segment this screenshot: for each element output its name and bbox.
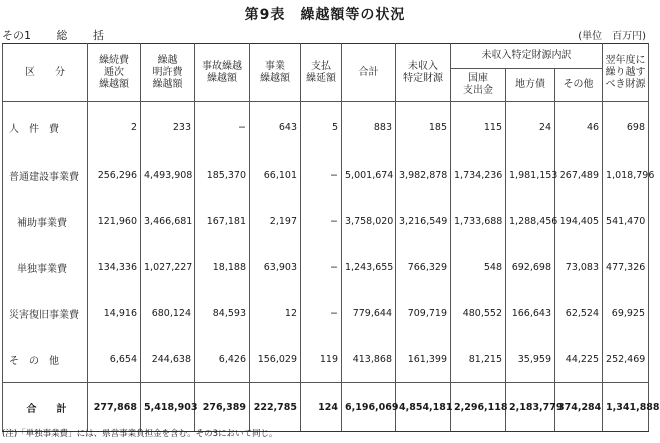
row-label: 災害復旧事業費 bbox=[3, 290, 88, 336]
cell-value: 2,183,779 bbox=[506, 383, 555, 432]
cell-value: − bbox=[195, 102, 250, 153]
cell-value: 3,982,878 bbox=[396, 152, 451, 198]
cell-value: 185,370 bbox=[195, 152, 250, 198]
cell-value: 2 bbox=[88, 102, 141, 153]
cell-value: 81,215 bbox=[451, 336, 506, 383]
cell-value: − bbox=[301, 198, 342, 244]
cell-value: 1,734,236 bbox=[451, 152, 506, 198]
subtitle-part: 総 bbox=[56, 29, 68, 42]
cell-value: 124 bbox=[301, 383, 342, 432]
cell-value: 4,854,181 bbox=[396, 383, 451, 432]
cell-value: 222,785 bbox=[250, 383, 301, 432]
header-sonota: その他 bbox=[555, 69, 603, 102]
table-title: 第9表 繰越額等の状況 bbox=[244, 7, 406, 23]
header-shiharai: 支払 繰延額 bbox=[301, 44, 342, 102]
header-keizoku: 繰続費 逓次 繰越額 bbox=[88, 44, 141, 102]
subtitle-part: 括 bbox=[93, 29, 104, 42]
row-label: 普通建設事業費 bbox=[3, 152, 88, 198]
cell-value: − bbox=[301, 244, 342, 290]
cell-value: 134,336 bbox=[88, 244, 141, 290]
table-row bbox=[3, 336, 649, 383]
cell-value: 84,593 bbox=[195, 290, 250, 336]
cell-value: 24 bbox=[506, 102, 555, 153]
carryover-table bbox=[2, 43, 660, 432]
cell-value: 766,329 bbox=[396, 244, 451, 290]
cell-value: 1,981,153 bbox=[506, 152, 555, 198]
cell-value: 643 bbox=[250, 102, 301, 153]
cell-value: 6,426 bbox=[195, 336, 250, 383]
cell-value: 2,197 bbox=[250, 198, 301, 244]
header-mishu: 未収入 特定財源 bbox=[396, 44, 451, 102]
table-subtitle bbox=[2, 27, 104, 43]
cell-value: 698 bbox=[603, 102, 649, 153]
cell-value: 252,469 bbox=[603, 336, 649, 383]
header-yokunendo: 翌年度に 繰り越す べき財源 bbox=[603, 44, 649, 102]
footnote: (注)「単独事業費」には、県営事業負担金を含む。その3において同じ。 bbox=[2, 429, 278, 439]
cell-value: 5,418,903 bbox=[141, 383, 195, 432]
cell-value: 3,758,020 bbox=[342, 198, 396, 244]
cell-value: 709,719 bbox=[396, 290, 451, 336]
cell-value: − bbox=[301, 290, 342, 336]
cell-value: 3,216,549 bbox=[396, 198, 451, 244]
header-chihosai: 地方債 bbox=[506, 69, 555, 102]
row-label: 単独事業費 bbox=[3, 244, 88, 290]
cell-value: − bbox=[301, 152, 342, 198]
subtitle-part: その1 bbox=[2, 29, 31, 42]
cell-value: 1,288,456 bbox=[506, 198, 555, 244]
cell-value: 480,552 bbox=[451, 290, 506, 336]
header-jigyo: 事業 繰越額 bbox=[250, 44, 301, 102]
cell-value: 374,284 bbox=[555, 383, 603, 432]
cell-value: 14,916 bbox=[88, 290, 141, 336]
table-row bbox=[3, 198, 649, 244]
cell-value: 277,868 bbox=[88, 383, 141, 432]
cell-value: 12 bbox=[250, 290, 301, 336]
cell-value: 44,225 bbox=[555, 336, 603, 383]
total-row bbox=[3, 383, 649, 432]
cell-value: 121,960 bbox=[88, 198, 141, 244]
header-uchiwake: 未収入特定財源内訳 bbox=[451, 44, 603, 69]
cell-value: 267,489 bbox=[555, 152, 603, 198]
cell-value: 1,243,655 bbox=[342, 244, 396, 290]
cell-value: 1,027,227 bbox=[141, 244, 195, 290]
cell-value: 541,470 bbox=[603, 198, 649, 244]
cell-value: 62,524 bbox=[555, 290, 603, 336]
cell-value: 1,341,888 bbox=[603, 383, 649, 432]
header-jiko: 事故繰越 繰越額 bbox=[195, 44, 250, 102]
cell-value: 1,733,688 bbox=[451, 198, 506, 244]
header-meikyo: 繰越 明許費 繰越額 bbox=[141, 44, 195, 102]
cell-value: 6,196,069 bbox=[342, 383, 396, 432]
cell-value: 18,188 bbox=[195, 244, 250, 290]
cell-value: 3,466,681 bbox=[141, 198, 195, 244]
cell-value: 276,389 bbox=[195, 383, 250, 432]
cell-value: 115 bbox=[451, 102, 506, 153]
table-row bbox=[3, 244, 649, 290]
row-label: 人 件 費 bbox=[3, 102, 88, 153]
unit-label: (単位 百万円) bbox=[578, 31, 646, 42]
cell-value: 4,493,908 bbox=[141, 152, 195, 198]
cell-value: 680,124 bbox=[141, 290, 195, 336]
cell-value: 5,001,674 bbox=[342, 152, 396, 198]
table-row bbox=[3, 102, 649, 153]
cell-value: 1,018,796 bbox=[603, 152, 649, 198]
cell-value: 73,083 bbox=[555, 244, 603, 290]
cell-value: 156,029 bbox=[250, 336, 301, 383]
cell-value: 244,638 bbox=[141, 336, 195, 383]
cell-value: 779,644 bbox=[342, 290, 396, 336]
cell-value: 548 bbox=[451, 244, 506, 290]
cell-value: 63,903 bbox=[250, 244, 301, 290]
cell-value: 194,405 bbox=[555, 198, 603, 244]
cell-value: 119 bbox=[301, 336, 342, 383]
cell-value: 69,925 bbox=[603, 290, 649, 336]
table-row bbox=[3, 152, 649, 198]
cell-value: 161,399 bbox=[396, 336, 451, 383]
cell-value: 256,296 bbox=[88, 152, 141, 198]
table-row bbox=[3, 290, 649, 336]
cell-value: 6,654 bbox=[88, 336, 141, 383]
header-kubun: 区 分 bbox=[3, 44, 88, 102]
cell-value: 883 bbox=[342, 102, 396, 153]
cell-value: 166,643 bbox=[506, 290, 555, 336]
total-label: 合 計 bbox=[3, 383, 88, 432]
cell-value: 185 bbox=[396, 102, 451, 153]
row-label: 補助事業費 bbox=[3, 198, 88, 244]
cell-value: 167,181 bbox=[195, 198, 250, 244]
cell-value: 692,698 bbox=[506, 244, 555, 290]
cell-value: 2,296,118 bbox=[451, 383, 506, 432]
row-label: そ の 他 bbox=[3, 336, 88, 383]
cell-value: 413,868 bbox=[342, 336, 396, 383]
header-gokei: 合計 bbox=[342, 44, 396, 102]
cell-value: 5 bbox=[301, 102, 342, 153]
cell-value: 66,101 bbox=[250, 152, 301, 198]
cell-value: 35,959 bbox=[506, 336, 555, 383]
header-kokko: 国庫 支出金 bbox=[451, 69, 506, 102]
cell-value: 46 bbox=[555, 102, 603, 153]
cell-value: 233 bbox=[141, 102, 195, 153]
cell-value: 477,326 bbox=[603, 244, 649, 290]
